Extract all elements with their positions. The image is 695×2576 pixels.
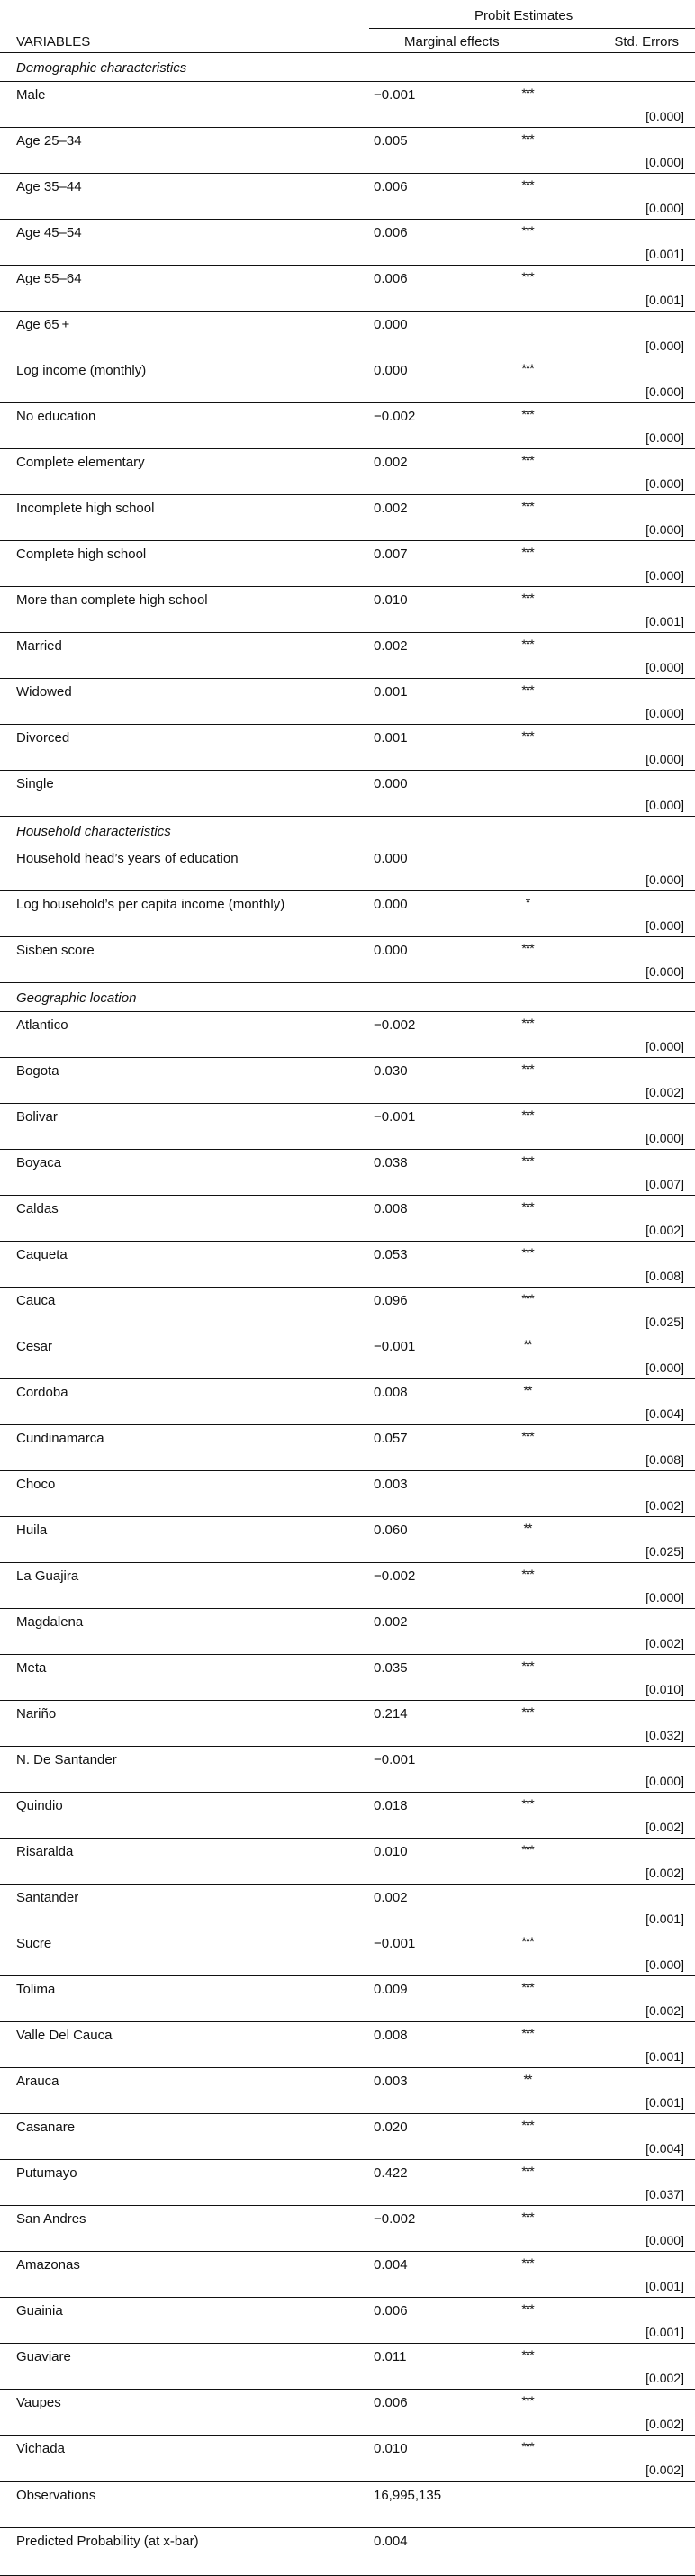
variable-label: Bolivar bbox=[16, 1109, 58, 1125]
std-error-value: [0.025] bbox=[645, 1544, 684, 1559]
table-row bbox=[0, 1700, 695, 1746]
std-error-value: [0.000] bbox=[645, 568, 684, 583]
section-header-row bbox=[0, 816, 695, 845]
table-row bbox=[0, 1838, 695, 1884]
significance-stars: *** bbox=[521, 269, 534, 284]
marginal-effect-value: 0.008 bbox=[374, 2028, 408, 2043]
marginal-effect-value: 0.010 bbox=[374, 592, 408, 608]
std-error-value: [0.010] bbox=[645, 1682, 684, 1696]
marginal-effect-value: −0.002 bbox=[374, 2211, 416, 2227]
std-error-value: [0.000] bbox=[645, 2233, 684, 2247]
marginal-effect-value: 0.002 bbox=[374, 501, 408, 516]
std-error-value: [0.037] bbox=[645, 2187, 684, 2201]
significance-stars: *** bbox=[521, 177, 534, 192]
significance-stars: *** bbox=[521, 1934, 534, 1948]
significance-stars: *** bbox=[521, 1245, 534, 1260]
std-error-value: [0.001] bbox=[645, 247, 684, 261]
significance-stars: ** bbox=[523, 1383, 532, 1397]
table-header-group bbox=[0, 0, 695, 27]
marginal-effect-value: −0.001 bbox=[374, 87, 416, 103]
table-row bbox=[0, 402, 695, 448]
marginal-effect-value: 0.057 bbox=[374, 1431, 408, 1446]
variable-label: Vaupes bbox=[16, 2395, 61, 2410]
section-label: Demographic characteristics bbox=[16, 60, 187, 76]
variable-label: Divorced bbox=[16, 730, 70, 746]
std-error-value: [0.002] bbox=[645, 2417, 684, 2431]
significance-stars: *** bbox=[521, 545, 534, 559]
marginal-effect-value: 0.002 bbox=[374, 455, 408, 470]
variable-label: Cesar bbox=[16, 1339, 53, 1354]
std-error-value: [0.002] bbox=[645, 2463, 684, 2477]
table-row bbox=[0, 1516, 695, 1562]
variable-label: Age 55–64 bbox=[16, 271, 82, 286]
table-row bbox=[0, 2113, 695, 2159]
variable-label: Predicted Probability (at x-bar) bbox=[16, 2534, 199, 2549]
table-row bbox=[0, 632, 695, 678]
variable-label: San Andres bbox=[16, 2211, 86, 2227]
variable-label: Widowed bbox=[16, 684, 72, 700]
variable-label: Caldas bbox=[16, 1201, 59, 1216]
significance-stars: *** bbox=[521, 2255, 534, 2270]
marginal-effect-value: 0.008 bbox=[374, 1385, 408, 1400]
marginal-effect-value: 0.009 bbox=[374, 1982, 408, 1997]
significance-stars: *** bbox=[521, 1062, 534, 1076]
column-header-variables: VARIABLES bbox=[16, 34, 91, 50]
marginal-effect-value: −0.001 bbox=[374, 1752, 416, 1767]
marginal-effect-value: 0.008 bbox=[374, 1201, 408, 1216]
std-error-value: [0.002] bbox=[645, 1866, 684, 1880]
variable-label: Cordoba bbox=[16, 1385, 68, 1400]
marginal-effect-value: −0.001 bbox=[374, 1936, 416, 1951]
marginal-effect-value: 0.096 bbox=[374, 1293, 408, 1308]
marginal-effect-value: −0.002 bbox=[374, 1568, 416, 1584]
variable-label: Caqueta bbox=[16, 1247, 68, 1262]
variable-label: Log household’s per capita income (monthly) bbox=[16, 897, 285, 912]
significance-stars: * bbox=[525, 895, 530, 909]
marginal-effect-value: 0.002 bbox=[374, 1614, 408, 1630]
std-error-value: [0.007] bbox=[645, 1177, 684, 1191]
table-row bbox=[0, 2159, 695, 2205]
table-row bbox=[0, 1746, 695, 1792]
table-row bbox=[0, 890, 695, 936]
significance-stars: *** bbox=[521, 1980, 534, 1994]
table-header-columns bbox=[0, 27, 695, 52]
section-header-row bbox=[0, 982, 695, 1011]
marginal-effect-value: 0.422 bbox=[374, 2165, 408, 2181]
significance-stars: *** bbox=[521, 499, 534, 513]
std-error-value: [0.000] bbox=[645, 752, 684, 766]
section-label: Geographic location bbox=[16, 990, 137, 1006]
significance-stars: *** bbox=[521, 2118, 534, 2132]
variable-label: Log income (monthly) bbox=[16, 363, 147, 378]
significance-stars: *** bbox=[521, 453, 534, 467]
marginal-effect-value: −0.002 bbox=[374, 1017, 416, 1033]
std-error-value: [0.000] bbox=[645, 1774, 684, 1788]
significance-stars: *** bbox=[521, 728, 534, 743]
std-error-value: [0.000] bbox=[645, 1360, 684, 1375]
significance-stars: *** bbox=[521, 591, 534, 605]
table-body bbox=[0, 52, 695, 2576]
significance-stars: *** bbox=[521, 131, 534, 146]
marginal-effect-value: 0.007 bbox=[374, 547, 408, 562]
table-row bbox=[0, 2527, 695, 2576]
significance-stars: *** bbox=[521, 1796, 534, 1811]
std-error-value: [0.032] bbox=[645, 1728, 684, 1742]
marginal-effect-value: 0.020 bbox=[374, 2120, 408, 2135]
std-error-value: [0.000] bbox=[645, 918, 684, 933]
table-row bbox=[0, 2389, 695, 2435]
std-error-value: [0.001] bbox=[645, 1912, 684, 1926]
significance-stars: ** bbox=[523, 1337, 532, 1351]
marginal-effect-value: 0.002 bbox=[374, 1890, 408, 1905]
std-error-value: [0.001] bbox=[645, 293, 684, 307]
marginal-effect-value: 0.060 bbox=[374, 1523, 408, 1538]
table-row bbox=[0, 2297, 695, 2343]
std-error-value: [0.002] bbox=[645, 1820, 684, 1834]
table-row bbox=[0, 265, 695, 311]
marginal-effect-value: 0.004 bbox=[374, 2534, 408, 2549]
table-row bbox=[0, 311, 695, 357]
table-row bbox=[0, 2205, 695, 2251]
std-error-value: [0.002] bbox=[645, 2371, 684, 2385]
variable-label: Boyaca bbox=[16, 1155, 62, 1170]
marginal-effect-value: 0.006 bbox=[374, 179, 408, 194]
table-row bbox=[0, 1149, 695, 1195]
table-row bbox=[0, 1057, 695, 1103]
variable-label: Sucre bbox=[16, 1936, 52, 1951]
variable-label: Arauca bbox=[16, 2074, 59, 2089]
significance-stars: *** bbox=[521, 1842, 534, 1857]
marginal-effect-value: 0.018 bbox=[374, 1798, 408, 1813]
significance-stars: *** bbox=[521, 2347, 534, 2362]
table-row bbox=[0, 2435, 695, 2481]
section-header-row bbox=[0, 52, 695, 81]
marginal-effect-value: 0.004 bbox=[374, 2257, 408, 2273]
variable-label: More than complete high school bbox=[16, 592, 208, 608]
marginal-effect-value: 0.030 bbox=[374, 1063, 408, 1079]
variable-label: Cauca bbox=[16, 1293, 56, 1308]
variable-label: Putumayo bbox=[16, 2165, 77, 2181]
significance-stars: *** bbox=[521, 2393, 534, 2408]
significance-stars: *** bbox=[521, 407, 534, 421]
table-row bbox=[0, 1470, 695, 1516]
std-error-value: [0.001] bbox=[645, 614, 684, 628]
std-error-value: [0.000] bbox=[645, 476, 684, 491]
significance-stars: *** bbox=[521, 2439, 534, 2454]
marginal-effect-value: 0.000 bbox=[374, 943, 408, 958]
significance-stars: *** bbox=[521, 361, 534, 375]
table-row bbox=[0, 357, 695, 402]
marginal-effect-value: 0.214 bbox=[374, 1706, 408, 1722]
marginal-effect-value: 0.000 bbox=[374, 897, 408, 912]
std-error-value: [0.000] bbox=[645, 155, 684, 169]
variable-label: Tolima bbox=[16, 1982, 56, 1997]
std-error-value: [0.000] bbox=[645, 1957, 684, 1972]
table-row bbox=[0, 1241, 695, 1287]
marginal-effect-value: 0.000 bbox=[374, 776, 408, 791]
marginal-effect-value: −0.002 bbox=[374, 409, 416, 424]
significance-stars: *** bbox=[521, 1429, 534, 1443]
variable-label: Vichada bbox=[16, 2441, 65, 2456]
variable-label: Incomplete high school bbox=[16, 501, 155, 516]
variable-label: N. De Santander bbox=[16, 1752, 117, 1767]
variable-label: Age 25–34 bbox=[16, 133, 82, 149]
variable-label: Nariño bbox=[16, 1706, 57, 1722]
variable-label: Casanare bbox=[16, 2120, 76, 2135]
std-error-value: [0.001] bbox=[645, 2049, 684, 2064]
variable-label: Santander bbox=[16, 1890, 79, 1905]
marginal-effect-value: 0.000 bbox=[374, 317, 408, 332]
table-row bbox=[0, 540, 695, 586]
variable-label: Sisben score bbox=[16, 943, 95, 958]
marginal-effect-value: −0.001 bbox=[374, 1339, 416, 1354]
variable-label: Complete elementary bbox=[16, 455, 145, 470]
significance-stars: *** bbox=[521, 1704, 534, 1719]
table-row bbox=[0, 127, 695, 173]
table-row bbox=[0, 1287, 695, 1333]
marginal-effect-value: 0.006 bbox=[374, 2395, 408, 2410]
variable-label: Meta bbox=[16, 1660, 47, 1676]
std-error-value: [0.000] bbox=[645, 706, 684, 720]
variable-label: Male bbox=[16, 87, 46, 103]
marginal-effect-value: 0.006 bbox=[374, 225, 408, 240]
std-error-value: [0.000] bbox=[645, 660, 684, 674]
table-row bbox=[0, 586, 695, 632]
significance-stars: *** bbox=[521, 1659, 534, 1673]
std-error-value: [0.025] bbox=[645, 1315, 684, 1329]
marginal-effect-value: 0.002 bbox=[374, 638, 408, 654]
table-row bbox=[0, 173, 695, 219]
variable-label: Choco bbox=[16, 1477, 56, 1492]
table-row bbox=[0, 1654, 695, 1700]
section-label: Household characteristics bbox=[16, 824, 171, 839]
std-error-value: [0.000] bbox=[645, 522, 684, 537]
significance-stars: ** bbox=[523, 2072, 532, 2086]
std-error-value: [0.000] bbox=[645, 798, 684, 812]
marginal-effect-value: −0.001 bbox=[374, 1109, 416, 1125]
marginal-effect-value: 0.010 bbox=[374, 2441, 408, 2456]
table-row bbox=[0, 494, 695, 540]
variable-label: Observations bbox=[16, 2488, 96, 2503]
std-error-value: [0.008] bbox=[645, 1269, 684, 1283]
std-error-value: [0.001] bbox=[645, 2279, 684, 2293]
variable-label: Complete high school bbox=[16, 547, 147, 562]
table-row bbox=[0, 936, 695, 982]
marginal-effect-value: 0.010 bbox=[374, 1844, 408, 1859]
marginal-effect-value: 0.001 bbox=[374, 730, 408, 746]
variable-label: Cundinamarca bbox=[16, 1431, 104, 1446]
group-title: Probit Estimates bbox=[474, 8, 573, 23]
significance-stars: *** bbox=[521, 1567, 534, 1581]
variable-label: Married bbox=[16, 638, 62, 654]
variable-label: No education bbox=[16, 409, 96, 424]
table-row bbox=[0, 1975, 695, 2021]
variable-label: Guainia bbox=[16, 2303, 63, 2318]
significance-stars: *** bbox=[521, 1107, 534, 1122]
significance-stars: *** bbox=[521, 223, 534, 238]
table-row bbox=[0, 845, 695, 890]
std-error-value: [0.000] bbox=[645, 1039, 684, 1053]
marginal-effect-value: 0.000 bbox=[374, 851, 408, 866]
table-row bbox=[0, 219, 695, 265]
marginal-effect-value: 0.006 bbox=[374, 271, 408, 286]
marginal-effect-value: 0.003 bbox=[374, 2074, 408, 2089]
variable-label: Age 45–54 bbox=[16, 225, 82, 240]
variable-label: Age 65 + bbox=[16, 317, 70, 332]
variable-label: Single bbox=[16, 776, 54, 791]
std-error-value: [0.000] bbox=[645, 384, 684, 399]
marginal-effect-value: 0.006 bbox=[374, 2303, 408, 2318]
variable-label: Magdalena bbox=[16, 1614, 84, 1630]
variable-label: Risaralda bbox=[16, 1844, 74, 1859]
table-row bbox=[0, 2067, 695, 2113]
significance-stars: *** bbox=[521, 1199, 534, 1214]
table-row bbox=[0, 1562, 695, 1608]
marginal-effect-value: 0.000 bbox=[374, 363, 408, 378]
table-row bbox=[0, 1333, 695, 1378]
significance-stars: *** bbox=[521, 1291, 534, 1306]
marginal-effect-value: 0.053 bbox=[374, 1247, 408, 1262]
std-error-value: [0.002] bbox=[645, 1223, 684, 1237]
variable-label: Quindio bbox=[16, 1798, 63, 1813]
std-error-value: [0.002] bbox=[645, 1636, 684, 1650]
std-error-value: [0.000] bbox=[645, 964, 684, 979]
significance-stars: *** bbox=[521, 2026, 534, 2040]
std-error-value: [0.001] bbox=[645, 2095, 684, 2110]
marginal-effect-value: 16,995,135 bbox=[374, 2488, 442, 2503]
variable-label: Bogota bbox=[16, 1063, 59, 1079]
significance-stars: *** bbox=[521, 2164, 534, 2178]
significance-stars: *** bbox=[521, 2210, 534, 2224]
std-error-value: [0.000] bbox=[645, 339, 684, 353]
variable-label: Valle Del Cauca bbox=[16, 2028, 113, 2043]
table-row bbox=[0, 2251, 695, 2297]
marginal-effect-value: 0.011 bbox=[374, 2349, 407, 2364]
std-error-value: [0.000] bbox=[645, 1590, 684, 1604]
significance-stars: *** bbox=[521, 682, 534, 697]
variable-label: La Guajira bbox=[16, 1568, 79, 1584]
table-row bbox=[0, 1608, 695, 1654]
std-error-value: [0.002] bbox=[645, 1085, 684, 1099]
marginal-effect-value: 0.035 bbox=[374, 1660, 408, 1676]
table-row bbox=[0, 1792, 695, 1838]
table-row bbox=[0, 2021, 695, 2067]
table-row bbox=[0, 81, 695, 127]
std-error-value: [0.004] bbox=[645, 1406, 684, 1421]
significance-stars: *** bbox=[521, 637, 534, 651]
table-row bbox=[0, 1424, 695, 1470]
table-row bbox=[0, 1378, 695, 1424]
marginal-effect-value: 0.001 bbox=[374, 684, 408, 700]
std-error-value: [0.002] bbox=[645, 2003, 684, 2018]
variable-label: Amazonas bbox=[16, 2257, 80, 2273]
std-error-value: [0.001] bbox=[645, 2325, 684, 2339]
variable-label: Guaviare bbox=[16, 2349, 71, 2364]
std-error-value: [0.000] bbox=[645, 872, 684, 887]
variable-label: Age 35–44 bbox=[16, 179, 82, 194]
significance-stars: *** bbox=[521, 1016, 534, 1030]
table-row bbox=[0, 448, 695, 494]
column-header-std-errors: Std. Errors bbox=[614, 34, 679, 50]
significance-stars: *** bbox=[521, 1153, 534, 1168]
table-row bbox=[0, 1930, 695, 1975]
std-error-value: [0.004] bbox=[645, 2141, 684, 2156]
variable-label: Huila bbox=[16, 1523, 48, 1538]
marginal-effect-value: 0.005 bbox=[374, 133, 408, 149]
variable-label: Household head’s years of education bbox=[16, 851, 239, 866]
marginal-effect-value: 0.038 bbox=[374, 1155, 408, 1170]
std-error-value: [0.000] bbox=[645, 1131, 684, 1145]
significance-stars: *** bbox=[521, 86, 534, 100]
marginal-effect-value: 0.003 bbox=[374, 1477, 408, 1492]
std-error-value: [0.002] bbox=[645, 1498, 684, 1513]
significance-stars: ** bbox=[523, 1521, 532, 1535]
column-header-marginal-effects: Marginal effects bbox=[404, 34, 500, 50]
table-row bbox=[0, 678, 695, 724]
table-row bbox=[0, 724, 695, 770]
std-error-value: [0.000] bbox=[645, 109, 684, 123]
table-row bbox=[0, 2481, 695, 2527]
std-error-value: [0.000] bbox=[645, 430, 684, 445]
table-row bbox=[0, 1884, 695, 1930]
std-error-value: [0.000] bbox=[645, 201, 684, 215]
table-row bbox=[0, 2343, 695, 2389]
table-row bbox=[0, 1103, 695, 1149]
significance-stars: *** bbox=[521, 2301, 534, 2316]
table-row bbox=[0, 1011, 695, 1057]
std-error-value: [0.008] bbox=[645, 1452, 684, 1467]
significance-stars: *** bbox=[521, 941, 534, 955]
table-row bbox=[0, 1195, 695, 1241]
table-row bbox=[0, 770, 695, 816]
variable-label: Atlantico bbox=[16, 1017, 68, 1033]
